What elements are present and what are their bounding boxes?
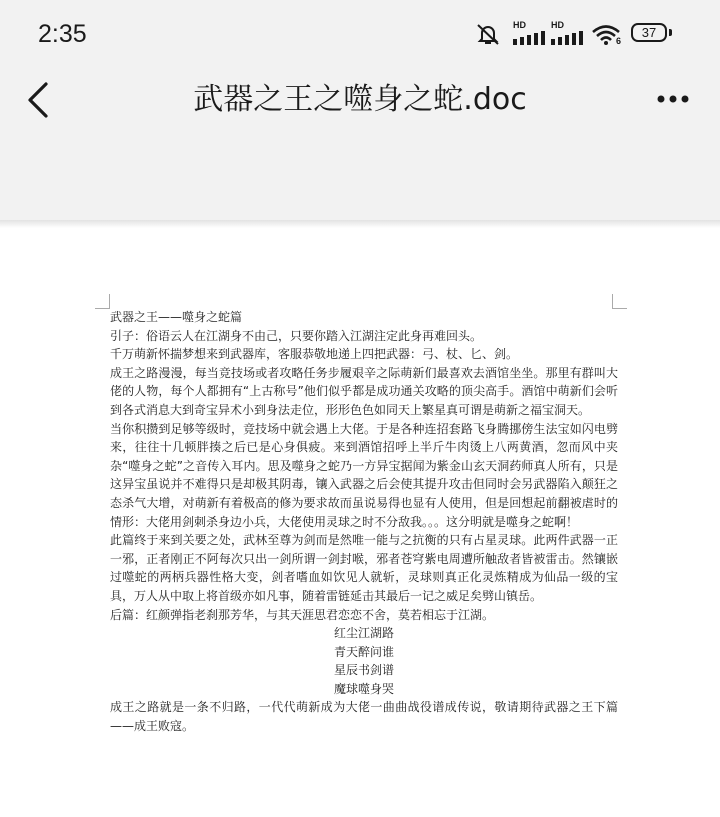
poem-line: 星辰书剑谱 bbox=[333, 663, 394, 678]
signal-hd-label: HD bbox=[551, 20, 564, 30]
battery-icon: 37 bbox=[631, 23, 667, 42]
doc-paragraph: 成王之路就是一条不归路，一代代萌新成为大佬一曲曲战役谱成传说，敬请期待武器之王下篇——成王败寇。 bbox=[110, 700, 618, 734]
header-shadow bbox=[0, 220, 720, 228]
wifi-label: 6 bbox=[616, 36, 622, 46]
back-button[interactable] bbox=[22, 80, 62, 120]
page-corner-mark bbox=[612, 294, 627, 309]
more-horizontal-icon bbox=[658, 96, 689, 103]
mute-icon bbox=[475, 22, 501, 46]
poem-line: 青天醉问谁 bbox=[333, 644, 394, 659]
status-icons bbox=[475, 19, 685, 49]
doc-paragraph: 千万萌新怀揣梦想来到武器库，客服恭敬地递上四把武器：弓、杖、匕、剑。 bbox=[110, 347, 519, 362]
doc-paragraph: 当你积攒到足够等级时，竞技场中就会遇上大佬。于是各种连招套路飞身腾挪傍生法宝如闪电劈来，往往十几顿胖揍之后已是心身俱疲。来到酒馆招呼上半斤牛肉烫上八两黄酒，忽而风中夹杂“噬身之蛇”之音传入耳内。思及噬身之蛇乃一方异宝据闻为紫金山玄天洞药师真人所有，只是这异宝虽说并不难得只是却极其阴毒，镶入武器之后会使其提升攻击但同时会另武器陷入颠狂之态杀气大增，对萌新有着极高的修为要求故而虽说易得也显有人使用，但是回想起前翻被虐时的情形：大佬用剑刺杀身边小兵，大佬使用灵球之时不分敌我。。。这分明就是噬身之蛇啊！ bbox=[110, 421, 618, 529]
signal-icon bbox=[551, 31, 583, 45]
more-button[interactable] bbox=[655, 88, 695, 110]
doc-heading: 武器之王——噬身之蛇篇 bbox=[110, 310, 243, 324]
doc-paragraph: 此篇终于来到关要之处，武林至尊为剑而是然唯一能与之抗衡的只有占星灵球。此两件武器一正一邪，正者刚正不阿每次只出一剑所谓一剑封喉，邪者苍穹紫电周遭所触敌者皆被雷击。然镶嵌过噬蛇的两柄兵器性格大变，剑者嗜血如饮见人就斩，灵球则真正化灵炼精成为仙品一级的宝具，万人从中取上将首级亦如凡事，随着雷链延击其最后一记之威足矣劈山镇岳。 bbox=[110, 533, 618, 603]
signal-hd-label: HD bbox=[513, 20, 526, 30]
app-header bbox=[0, 0, 720, 220]
chevron-left-icon bbox=[30, 84, 46, 116]
signal-icon bbox=[513, 31, 545, 45]
status-time: 2:35 bbox=[38, 20, 87, 48]
doc-paragraph: 成王之路漫漫，每当竞技场或者攻略任务步履艰辛之际萌新们最喜欢去酒馆坐坐。那里有群叫大佬的人物，每个人都拥有“上古称号”他们似乎都是成功通关攻略的顶尖高手。酒馆中萌新们会听到各式消息大到奇宝异术小到身法走位，形形色色如同天上繁星真可谓是萌新之福宝洞天。 bbox=[110, 365, 618, 417]
doc-paragraph: 后篇：红颜弹指老刹那芳华，与其天涯思君恋恋不舍，莫若相忘于江湖。 bbox=[110, 607, 495, 622]
document-body bbox=[110, 308, 618, 736]
poem-line: 魔球噬身哭 bbox=[333, 681, 394, 696]
page-title: 武器之王之噬身之蛇.doc bbox=[193, 82, 527, 117]
doc-paragraph: 引子：俗语云人在江湖身不由己，只要你踏入江湖注定此身再难回头。 bbox=[110, 328, 483, 343]
poem-line: 红尘江湖路 bbox=[333, 626, 394, 641]
battery-tip bbox=[669, 29, 672, 36]
page-corner-mark bbox=[95, 294, 110, 309]
